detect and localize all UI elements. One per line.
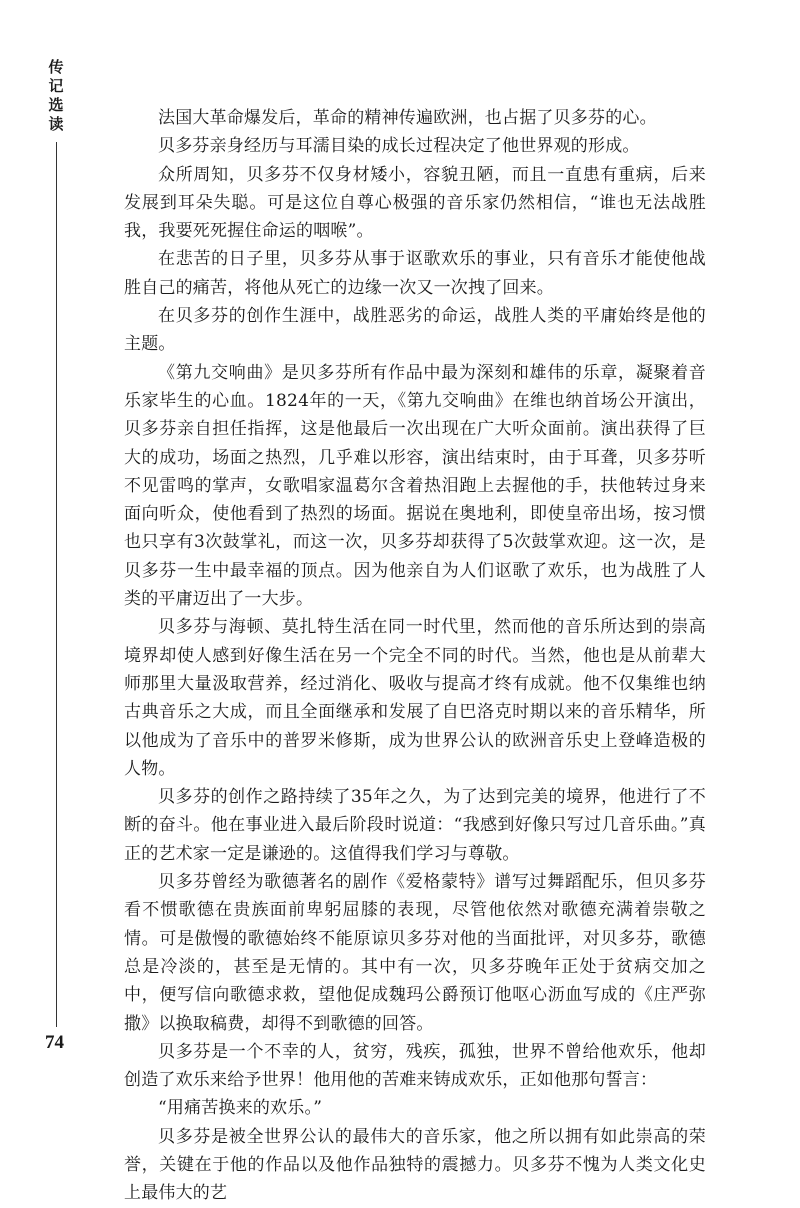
paragraph: 在贝多芬的创作生涯中，战胜恶劣的命运，战胜人类的平庸始终是他的主题。 [124, 306, 706, 355]
paragraph: 贝多芬曾经为歌德著名的剧作《爱格蒙特》谱写过舞蹈配乐，但贝多芬看不惯歌德在贵族面前卑躬屈膝的表现，尽管他依然对歌德充满着崇敬之情。可是傲慢的歌德始终不能原谅贝多芬对他的当面批评，对贝多芬，歌德总是冷淡的，甚至是无情的。其中有一次，贝多芬晚年正处于贫病交加之中，便写信向歌德求救，望他促成魏玛公爵预订他呕心沥血写成的《庄严弥撒》以换取稿费，却得不到歌德的回答。 [124, 872, 706, 1034]
paragraph: 贝多芬是被全世界公认的最伟大的音乐家，他之所以拥有如此崇高的荣誉，关键在于他的作品以及他作品独特的震撼力。贝多芬不愧为人类文化史上最伟大的艺 [124, 1126, 706, 1204]
margin-rule [56, 142, 57, 1027]
section-label: 传记选读 [48, 58, 64, 133]
paragraph: 贝多芬是一个不幸的人，贫穷，残疾，孤独，世界不曾给他欢乐，他却创造了欢乐来给予世界！他用他的苦难来铸成欢乐，正如他那句誓言： [124, 1041, 706, 1091]
body-text [124, 104, 706, 1208]
paragraph: 贝多芬亲身经历与耳濡目染的成长过程决定了他世界观的形成。 [158, 136, 640, 157]
paragraph: 贝多芬的创作之路持续了35年之久，为了达到完美的境界，他进行了不断的奋斗。他在事业进入最后阶段时说道：“我感到好像只写过几音乐曲。”真正的艺术家一定是谦逊的。这值得我们学习与尊敬。 [124, 787, 706, 864]
paragraph: 法国大革命爆发后，革命的精神传遍欧洲，也占据了贝多芬的心。 [158, 108, 657, 128]
paragraph: 在悲苦的日子里，贝多芬从事于讴歌欢乐的事业，只有音乐才能使他战胜自己的痛苦，将他从死亡的边缘一次又一次拽了回来。 [124, 249, 706, 298]
quotation: “用痛苦换来的欢乐。” [158, 1098, 323, 1119]
paragraph: 《第九交响曲》是贝多芬所有作品中最为深刻和雄伟的乐章，凝聚着音乐家毕生的心血。1824年的一天，《第九交响曲》在维也纳首场公开演出，贝多芬亲自担任指挥，这是他最后一次出现在广大听众面前。演出获得了巨大的成功，场面之热烈，几乎难以形容，演出结束时，由于耳聋，贝多芬听不见雷鸣的掌声，女歌唱家温葛尔含着热泪跑上去握他的手，扶他转过身来面向听众，使他看到了热烈的场面。据说在奥地利，即使皇帝出场，按习惯也只享有3次鼓掌礼，而这一次，贝多芬却获得了5次鼓掌欢迎。这一次，是贝多芬一生中最幸福的顶点。因为他亲自为人们讴歌了欢乐，也为战胜了人类的平庸迈出了一大步。 [124, 362, 706, 610]
paragraph: 众所周知，贝多芬不仅身材矮小，容貌丑陋，而且一直患有重病，后来发展到耳朵失聪。可是这位自尊心极强的音乐家仍然相信，“谁也无法战胜我，我要死死握住命运的咽喉”。 [124, 164, 706, 242]
page-number: 74 [45, 1032, 64, 1053]
paragraph: 贝多芬与海顿、莫扎特生活在同一时代里，然而他的音乐所达到的崇高境界却使人感到好像生活在另一个完全不同的时代。当然，他也是从前辈大师那里大量汲取营养，经过消化、吸收与提高才终有成就。他不仅集维也纳古典音乐之大成，而且全面继承和发展了自巴洛克时期以来的音乐精华，所以他成为了音乐中的普罗米修斯，成为世界公认的欧洲音乐史上登峰造极的人物。 [124, 617, 706, 779]
